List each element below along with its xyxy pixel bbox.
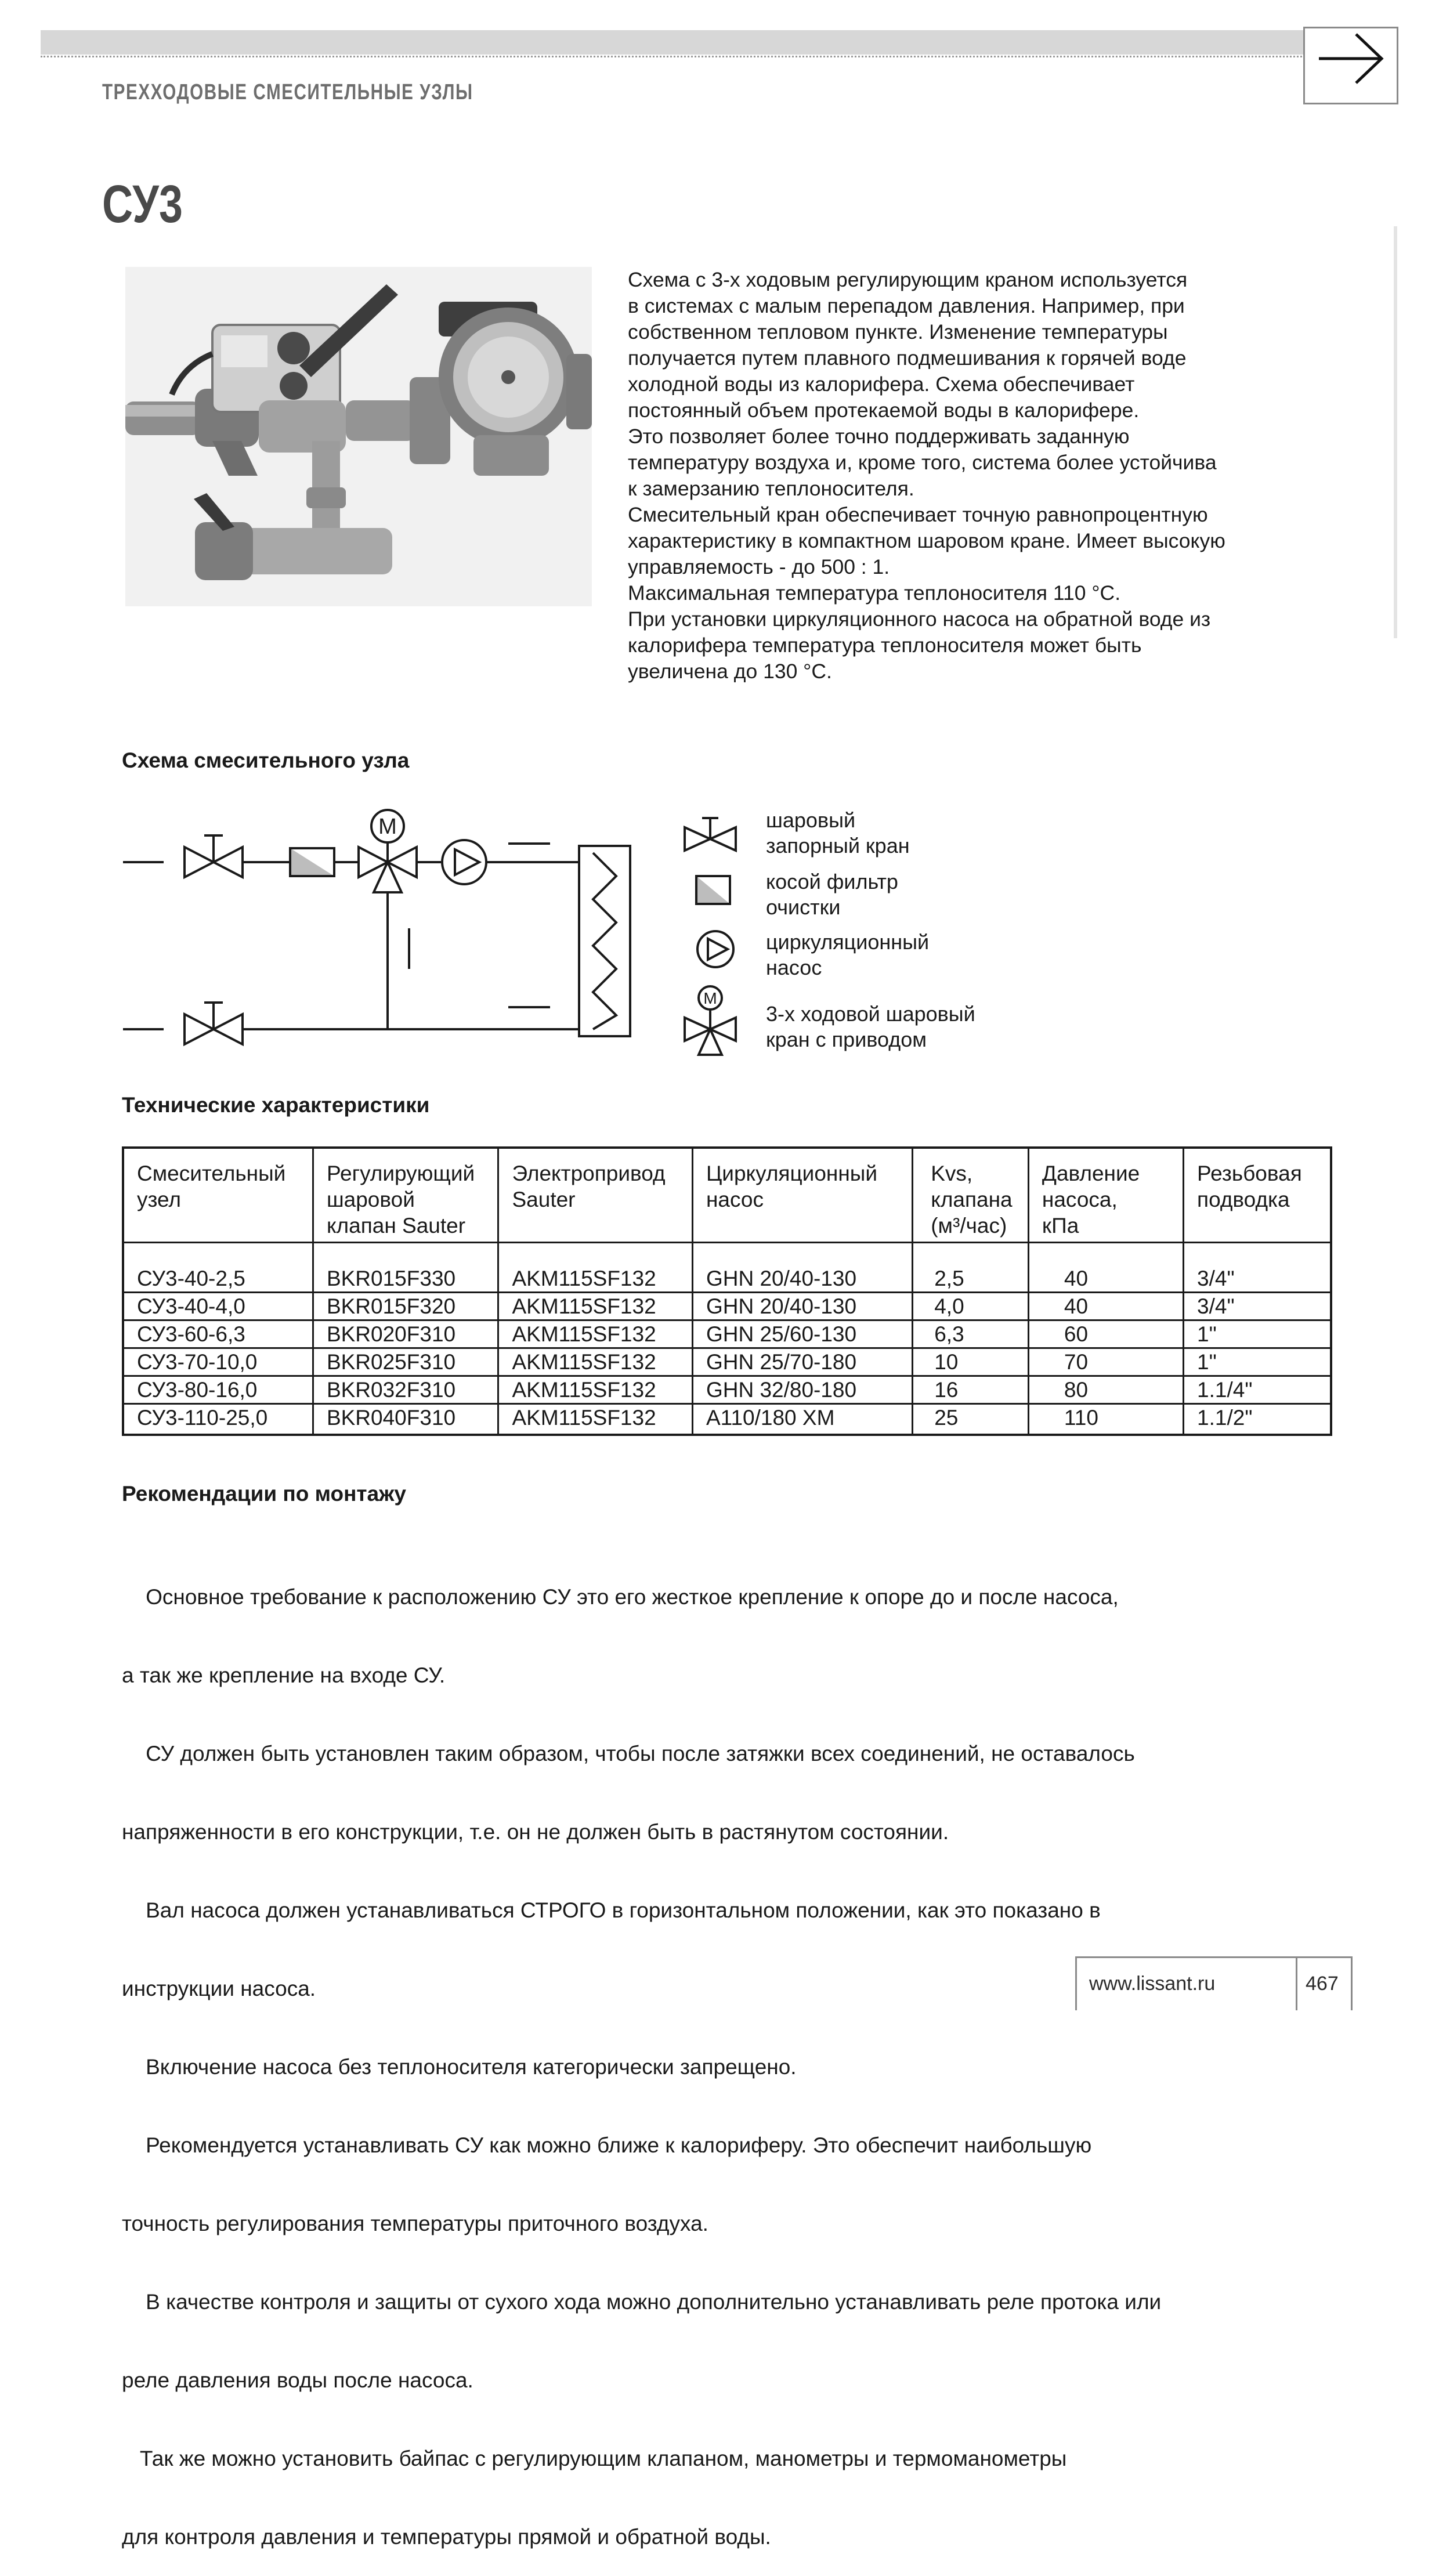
side-scroll-bar	[1394, 226, 1397, 638]
mixing-unit-schema	[116, 799, 650, 1058]
legend-label: 3-х ходовой шаровый кран с приводом	[766, 1002, 975, 1051]
footer-url-link[interactable]: www.lissant.ru	[1089, 1973, 1216, 1995]
description-line: постоянный объем протекаемой воды в калорифере.	[628, 399, 1140, 422]
legend-label: циркуляционный насос	[766, 930, 930, 979]
paragraph-line: Так же можно установить байпас с регулирующим клапаном, манометры и термоманометры	[122, 2447, 1067, 2470]
description-line: При установки циркуляционного насоса на обратной воде из	[628, 607, 1211, 631]
description-line: холодной воды из калорифера. Схема обеспечивает	[628, 372, 1135, 396]
description-line: Схема с 3-х ходовым регулирующим краном используется	[628, 268, 1188, 291]
schema-heading: Схема смесительного узла	[122, 748, 410, 772]
description-line: получается путем плавного подмешивания к горячей воде	[628, 346, 1187, 370]
next-page-button[interactable]	[1303, 27, 1398, 104]
table-row: СУ3-110-25,0 BKR040F310 AKM115SF132 A110/180 XM 25 110 1.1/2"	[123, 1404, 1331, 1435]
description-line: Смесительный кран обеспечивает точную равнопроцентную	[628, 503, 1208, 526]
ball-valve-icon	[682, 815, 740, 855]
three-way-motorized-valve-icon	[682, 984, 740, 1059]
description-line: собственном тепловом пункте. Изменение температуры	[628, 320, 1168, 343]
description-line: Это позволяет более точно поддерживать заданную	[628, 425, 1130, 448]
paragraph-line: В качестве контроля и защиты от сухого хода можно дополнительно устанавливать реле протока или	[122, 2290, 1162, 2314]
paragraph-line: напряженности в его конструкции, т.е. он не должен быть в растянутом состоянии.	[122, 1820, 949, 1844]
section-title: ТРЕХХОДОВЫЕ СМЕСИТЕЛЬНЫЕ УЗЛЫ	[102, 80, 473, 104]
header-band	[41, 30, 1393, 55]
page-number: 467	[1306, 1973, 1339, 1995]
paragraph-line: для контроля давления и температуры прямой и обратной воды.	[122, 2525, 771, 2549]
table-row: СУ3-60-6,3 BKR020F310 AKM115SF132 GHN 25/60-130 6,3 60 1"	[123, 1320, 1331, 1348]
paragraph-line: Рекомендуется устанавливать СУ как можно ближе к калориферу. Это обеспечит наибольшую	[122, 2133, 1092, 2157]
paragraph-line: Основное требование к расположению СУ это его жесткое крепление к опоре до и после насоса,	[122, 1585, 1119, 1609]
legend-label: шаровый запорный кран	[766, 808, 910, 858]
circulation-pump-icon	[695, 927, 736, 971]
header-dotted-rule	[41, 56, 1393, 57]
column-header: Kvs, клапана (м³/час)	[913, 1148, 1029, 1243]
page-title: СУ3	[102, 175, 183, 234]
description-line: увеличена до 130 °С.	[628, 660, 832, 683]
column-header: Циркуляционный насос	[692, 1148, 912, 1243]
svg-text:M: M	[703, 989, 717, 1007]
right-arrow-icon	[1305, 28, 1397, 103]
paragraph-line: точность регулирования температуры приточного воздуха.	[122, 2212, 708, 2235]
mixing-unit-photo	[125, 267, 592, 606]
description-text	[628, 267, 1394, 685]
description-line: управляемость - до 500 : 1.	[628, 555, 890, 578]
specs-table	[122, 1146, 1332, 1436]
paragraph-line: а так же крепление на входе СУ.	[122, 1663, 446, 1687]
paragraph-line: Включение насоса без теплоносителя категорически запрещено.	[122, 2055, 797, 2079]
recommendations-heading: Рекомендации по монтажу	[122, 1482, 406, 1506]
table-row: СУ3-40-2,5 BKR015F330 AKM115SF132 GHN 20/40-130 2,5 40 3/4"	[123, 1243, 1331, 1293]
description-line: в системах с малым перепадом давления. Например, при	[628, 294, 1185, 317]
description-line: характеристику в компактном шаровом кране. Имеет высокую	[628, 529, 1225, 552]
table-row: СУ3-40-4,0 BKR015F320 AKM115SF132 GHN 20/40-130 4,0 40 3/4"	[123, 1293, 1331, 1320]
specs-heading: Технические характеристики	[122, 1093, 430, 1117]
column-header: Смесительный узел	[123, 1148, 313, 1243]
column-header: Электропривод Sauter	[498, 1148, 692, 1243]
legend-label: косой фильтр очистки	[766, 870, 898, 919]
recommendations-text	[122, 1532, 1161, 2576]
strainer-filter-icon	[694, 874, 732, 906]
column-header: Резьбовая подводка	[1184, 1148, 1331, 1243]
paragraph-line: инструкции насоса.	[122, 1977, 316, 2000]
paragraph-line: реле давления воды после насоса.	[122, 2368, 473, 2392]
description-line: температуру воздуха и, кроме того, система более устойчива	[628, 451, 1217, 474]
column-header: Регулирующий шаровой клапан Sauter	[313, 1148, 498, 1243]
paragraph-line: Вал насоса должен устанавливаться СТРОГО в горизонтальном положении, как это показано в	[122, 1898, 1101, 1922]
description-line: калорифера температура теплоносителя может быть	[628, 634, 1142, 657]
table-header-row	[123, 1148, 1331, 1243]
table-row: СУ3-80-16,0 BKR032F310 AKM115SF132 GHN 32/80-180 16 80 1.1/4"	[123, 1376, 1331, 1404]
column-header: Давление насоса, кПа	[1028, 1148, 1183, 1243]
description-line: Максимальная температура теплоносителя 110 °С.	[628, 581, 1121, 605]
paragraph-line: СУ должен быть установлен таким образом, чтобы после затяжки всех соединений, не оставалось	[122, 1742, 1135, 1765]
description-line: к замерзанию теплоносителя.	[628, 477, 914, 500]
motor-label: M	[378, 815, 397, 839]
table-row: СУ3-70-10,0 BKR025F310 AKM115SF132 GHN 25/70-180 10 70 1"	[123, 1348, 1331, 1376]
